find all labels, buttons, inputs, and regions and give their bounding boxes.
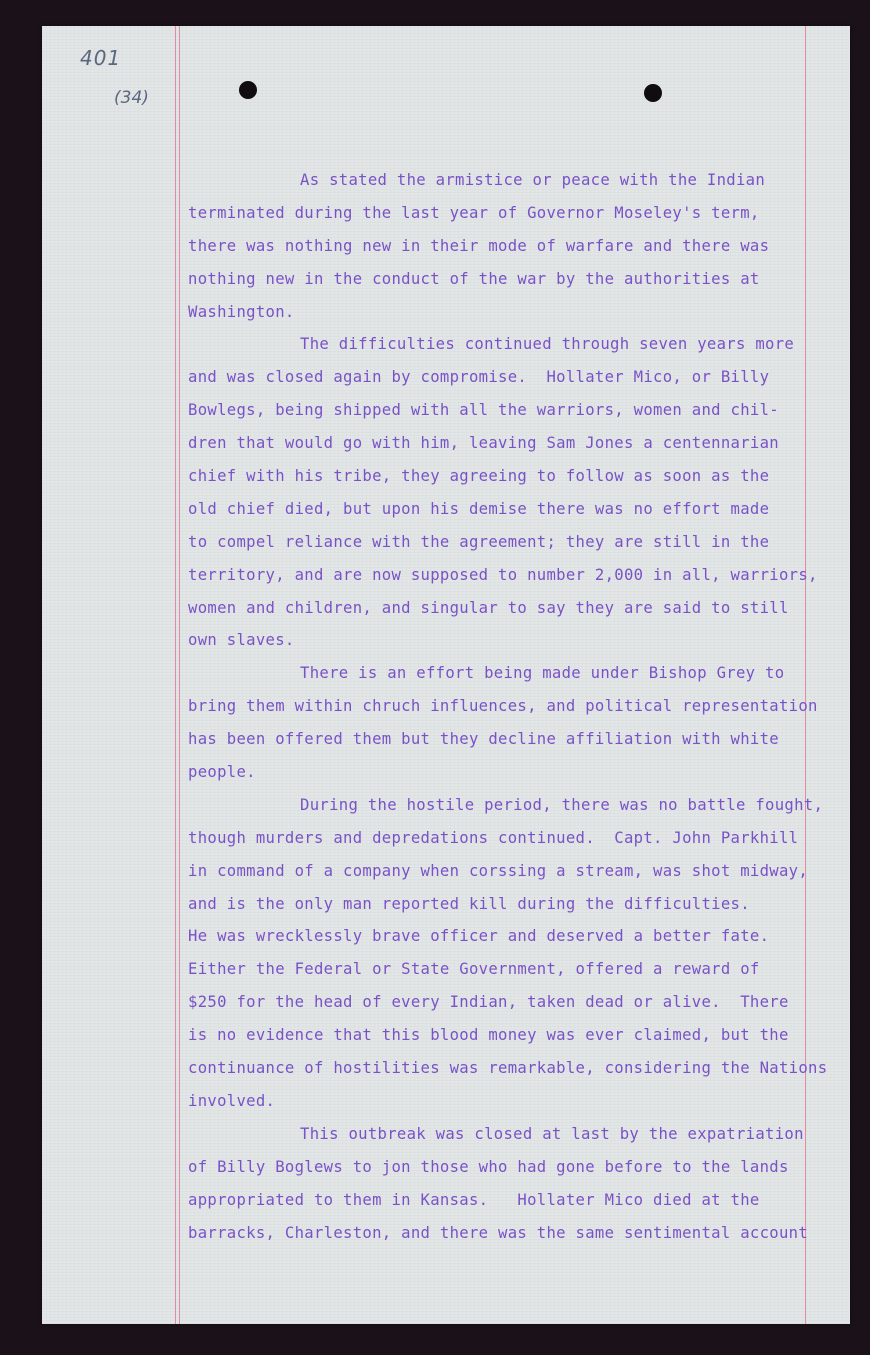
text-line: He was wrecklessly brave officer and deserved a better fate. — [188, 927, 770, 946]
text-line: in command of a company when corssing a stream, was shot midway, — [188, 861, 809, 880]
text-line: $250 for the head of every Indian, taken dead or alive. There — [188, 993, 789, 1012]
text-line: There is an effort being made under Bishop Grey to — [300, 664, 785, 683]
left-margin-rule — [175, 26, 176, 1324]
text-line: chief with his tribe, they agreeing to follow as soon as the — [188, 467, 770, 486]
punch-hole-left — [239, 81, 257, 99]
text-line: people. — [188, 763, 256, 782]
text-line: continuance of hostilities was remarkable, considering the Nations — [188, 1059, 828, 1078]
text-line: women and children, and singular to say they are said to still — [188, 598, 789, 617]
text-line: has been offered them but they decline affiliation with white — [188, 730, 779, 749]
text-line: and is the only man reported kill during the difficulties. — [188, 894, 750, 913]
punch-hole-right — [644, 84, 662, 102]
text-line: This outbreak was closed at last by the expatriation — [300, 1124, 804, 1143]
text-line: to compel reliance with the agreement; they are still in the — [188, 532, 770, 551]
text-line: and was closed again by compromise. Hollater Mico, or Billy — [188, 368, 770, 387]
text-line: appropriated to them in Kansas. Hollater Mico died at the — [188, 1190, 760, 1209]
text-line: is no evidence that this blood money was ever claimed, but the — [188, 1026, 789, 1045]
text-line: bring them within chruch influences, and political representation — [188, 697, 818, 716]
typewritten-page — [42, 26, 850, 1324]
text-line: Either the Federal or State Government, offered a reward of — [188, 960, 760, 979]
text-line: dren that would go with him, leaving Sam Jones a centennarian — [188, 434, 779, 453]
text-line: During the hostile period, there was no battle fought, — [300, 795, 824, 814]
text-line: own slaves. — [188, 631, 295, 650]
left-margin-rule-inner — [179, 26, 180, 1324]
folio-number: 401 — [80, 46, 122, 70]
text-line: though murders and depredations continued. Capt. John Parkhill — [188, 828, 799, 847]
body-text — [188, 164, 828, 1249]
section-number: (34) — [114, 88, 149, 108]
text-line: old chief died, but upon his demise there was no effort made — [188, 499, 770, 518]
text-line: nothing new in the conduct of the war by the authorities at — [188, 269, 760, 288]
text-line: involved. — [188, 1091, 276, 1110]
text-line: of Billy Boglews to jon those who had gone before to the lands — [188, 1157, 789, 1176]
text-line: Washington. — [188, 302, 295, 321]
text-line: there was nothing new in their mode of warfare and there was — [188, 236, 770, 255]
text-line: barracks, Charleston, and there was the same sentimental account — [188, 1223, 809, 1242]
text-line: territory, and are now supposed to number 2,000 in all, warriors, — [188, 565, 818, 584]
text-line: Bowlegs, being shipped with all the warriors, women and chil- — [188, 401, 779, 420]
text-line: As stated the armistice or peace with the Indian — [300, 171, 766, 189]
text-line: terminated during the last year of Governor Moseley's term, — [188, 203, 760, 222]
text-line: The difficulties continued through seven years more — [300, 335, 795, 354]
